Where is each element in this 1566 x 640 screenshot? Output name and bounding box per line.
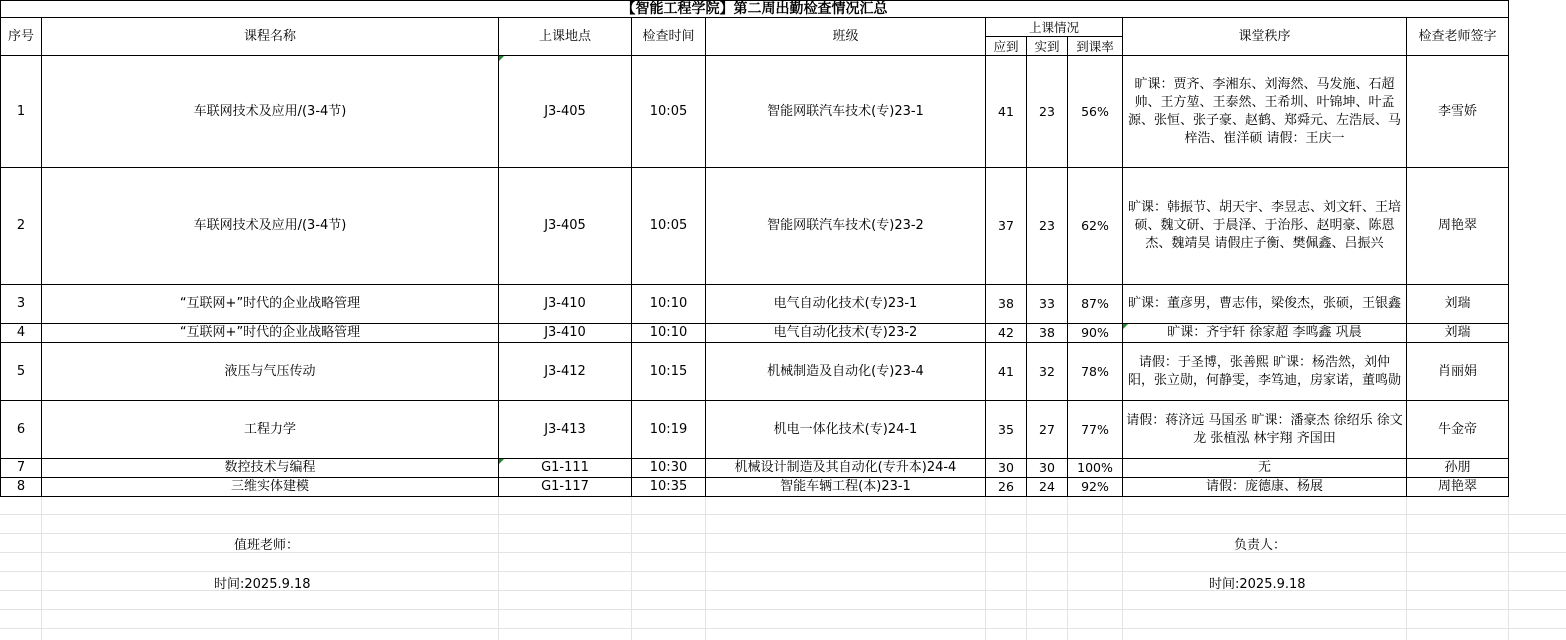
cell-actual[interactable]: 23: [1027, 56, 1068, 168]
header-index[interactable]: 序号: [1, 18, 42, 56]
comment-marker-icon: [1123, 324, 1128, 329]
table-row: [1, 285, 1509, 324]
cell-discipline-text: 旷课：齐宇轩 徐家超 李鸣鑫 巩晨: [1167, 325, 1362, 340]
cell-actual[interactable]: 33: [1027, 285, 1068, 324]
cell-location[interactable]: J3-405: [499, 168, 632, 285]
comment-marker-icon: [499, 56, 504, 61]
cell-location[interactable]: J3-410: [499, 285, 632, 324]
cell-discipline[interactable]: [1123, 324, 1407, 343]
responsible-label[interactable]: 负责人：: [1234, 538, 1287, 553]
cell-expected[interactable]: 37: [986, 168, 1027, 285]
cell-location[interactable]: J3-412: [499, 343, 632, 401]
cell-rate[interactable]: 78%: [1068, 343, 1123, 401]
cell-location[interactable]: J3-410: [499, 324, 632, 343]
cell-actual[interactable]: 24: [1027, 478, 1068, 497]
cell-teacher[interactable]: 周艳翠: [1407, 168, 1509, 285]
cell-rate[interactable]: 77%: [1068, 401, 1123, 459]
cell-location[interactable]: G1-117: [499, 478, 632, 497]
cell-class[interactable]: 机械制造及自动化(专)23-4: [706, 343, 986, 401]
cell-location-text: J3-405: [544, 103, 586, 119]
header-signature[interactable]: 检查老师签字: [1407, 18, 1509, 56]
date-right[interactable]: 时间:2025.9.18: [1209, 577, 1306, 592]
cell-course[interactable]: 液压与气压传动: [42, 343, 499, 401]
cell-index[interactable]: 1: [1, 56, 42, 168]
cell-rate[interactable]: 62%: [1068, 168, 1123, 285]
cell-teacher[interactable]: 孙朋: [1407, 459, 1509, 478]
cell-discipline[interactable]: 旷课：贾齐、李湘东、刘海然、马发施、石超帅、王方堃、王泰然、王希圳、叶锦坤、叶孟源、张恒、张子豪、赵鹤、郑舜元、左浩辰、马梓浩、崔洋硕 请假：王庆一: [1123, 56, 1407, 168]
header-expected[interactable]: 应到: [986, 37, 1027, 56]
cell-index[interactable]: 2: [1, 168, 42, 285]
cell-class[interactable]: 智能车辆工程(本)23-1: [706, 478, 986, 497]
cell-index[interactable]: 4: [1, 324, 42, 343]
cell-actual[interactable]: 38: [1027, 324, 1068, 343]
table-row: [1, 343, 1509, 401]
comment-marker-icon: [499, 459, 504, 464]
cell-rate[interactable]: 56%: [1068, 56, 1123, 168]
cell-location[interactable]: J3-413: [499, 401, 632, 459]
cell-class[interactable]: 电气自动化技术(专)23-2: [706, 324, 986, 343]
table-row: [1, 324, 1509, 343]
cell-time[interactable]: 10:35: [632, 478, 706, 497]
header-course[interactable]: 课程名称: [42, 18, 499, 56]
cell-index[interactable]: 6: [1, 401, 42, 459]
header-discipline[interactable]: 课堂秩序: [1123, 18, 1407, 56]
date-left[interactable]: 时间:2025.9.18: [214, 577, 311, 592]
cell-teacher[interactable]: 李雪娇: [1407, 56, 1509, 168]
cell-course[interactable]: 三维实体建模: [42, 478, 499, 497]
header-attendance-group[interactable]: 上课情况: [986, 18, 1123, 37]
header-class[interactable]: 班级: [706, 18, 986, 56]
cell-location[interactable]: [499, 459, 632, 478]
header-rate[interactable]: 到课率: [1068, 37, 1123, 56]
cell-discipline[interactable]: 请假：于圣博，张善熙 旷课：杨浩然，刘仲阳，张立勋，何静雯，李笃迪，房家诺，董鸣勋: [1123, 343, 1407, 401]
cell-class[interactable]: 机械设计制造及其自动化(专升本)24-4: [706, 459, 986, 478]
table-row: [1, 478, 1509, 497]
cell-index[interactable]: 7: [1, 459, 42, 478]
table-row: [1, 168, 1509, 285]
cell-teacher[interactable]: 周艳翠: [1407, 478, 1509, 497]
cell-teacher[interactable]: 刘瑞: [1407, 285, 1509, 324]
cell-rate[interactable]: 92%: [1068, 478, 1123, 497]
cell-discipline[interactable]: 请假：蒋济远 马国丞 旷课：潘豪杰 徐绍乐 徐文龙 张植泓 林宇翔 齐国田: [1123, 401, 1407, 459]
cell-time[interactable]: 10:19: [632, 401, 706, 459]
cell-discipline[interactable]: 旷课：韩振节、胡天宇、李昱志、刘文轩、王培硕、魏文研、于晨泽、于治彤、赵明豪、陈恩杰、魏靖昊 请假庄子衡、樊佩鑫、吕振兴: [1123, 168, 1407, 285]
cell-course[interactable]: 车联网技术及应用/(3-4节): [42, 56, 499, 168]
cell-index[interactable]: 5: [1, 343, 42, 401]
cell-time[interactable]: 10:10: [632, 285, 706, 324]
cell-course[interactable]: “互联网+”时代的企业战略管理: [42, 324, 499, 343]
cell-expected[interactable]: 26: [986, 478, 1027, 497]
cell-index[interactable]: 3: [1, 285, 42, 324]
table-row: [1, 56, 1509, 168]
cell-time[interactable]: 10:10: [632, 324, 706, 343]
cell-teacher[interactable]: 牛金帝: [1407, 401, 1509, 459]
cell-course[interactable]: “互联网+”时代的企业战略管理: [42, 285, 499, 324]
cell-rate[interactable]: 87%: [1068, 285, 1123, 324]
cell-expected[interactable]: 41: [986, 343, 1027, 401]
duty-teacher-label[interactable]: 值班老师：: [234, 538, 300, 553]
cell-time[interactable]: 10:05: [632, 56, 706, 168]
cell-time[interactable]: 10:05: [632, 168, 706, 285]
cell-class[interactable]: 智能网联汽车技术(专)23-2: [706, 168, 986, 285]
cell-location-text: G1-111: [541, 460, 589, 475]
cell-time[interactable]: 10:15: [632, 343, 706, 401]
cell-location[interactable]: [499, 56, 632, 168]
cell-course[interactable]: 工程力学: [42, 401, 499, 459]
cell-actual[interactable]: 27: [1027, 401, 1068, 459]
cell-actual[interactable]: 30: [1027, 459, 1068, 478]
cell-rate[interactable]: 100%: [1068, 459, 1123, 478]
header-check-time[interactable]: 检查时间: [632, 18, 706, 56]
cell-teacher[interactable]: 刘瑞: [1407, 324, 1509, 343]
cell-class[interactable]: 电气自动化技术(专)23-1: [706, 285, 986, 324]
cell-discipline[interactable]: 旷课：董彦男，曹志伟，梁俊杰，张硕，王银鑫: [1123, 285, 1407, 324]
cell-course[interactable]: 车联网技术及应用/(3-4节): [42, 168, 499, 285]
cell-expected[interactable]: 38: [986, 285, 1027, 324]
cell-class[interactable]: 智能网联汽车技术(专)23-1: [706, 56, 986, 168]
table-row: [1, 459, 1509, 478]
cell-rate[interactable]: 90%: [1068, 324, 1123, 343]
cell-class[interactable]: 机电一体化技术(专)24-1: [706, 401, 986, 459]
cell-discipline[interactable]: 无: [1123, 459, 1407, 478]
header-actual[interactable]: 实到: [1027, 37, 1068, 56]
cell-expected[interactable]: 41: [986, 56, 1027, 168]
header-location[interactable]: 上课地点: [499, 18, 632, 56]
cell-time[interactable]: 10:30: [632, 459, 706, 478]
cell-actual[interactable]: 32: [1027, 343, 1068, 401]
cell-discipline[interactable]: 请假：庞德康、杨展: [1123, 478, 1407, 497]
table-row: [1, 401, 1509, 459]
cell-expected[interactable]: 30: [986, 459, 1027, 478]
cell-expected[interactable]: 42: [986, 324, 1027, 343]
cell-teacher[interactable]: 肖丽娟: [1407, 343, 1509, 401]
cell-actual[interactable]: 23: [1027, 168, 1068, 285]
cell-index[interactable]: 8: [1, 478, 42, 497]
sheet-title[interactable]: 【智能工程学院】第二周出勤检查情况汇总: [1, 1, 1509, 18]
cell-expected[interactable]: 35: [986, 401, 1027, 459]
cell-course[interactable]: 数控技术与编程: [42, 459, 499, 478]
